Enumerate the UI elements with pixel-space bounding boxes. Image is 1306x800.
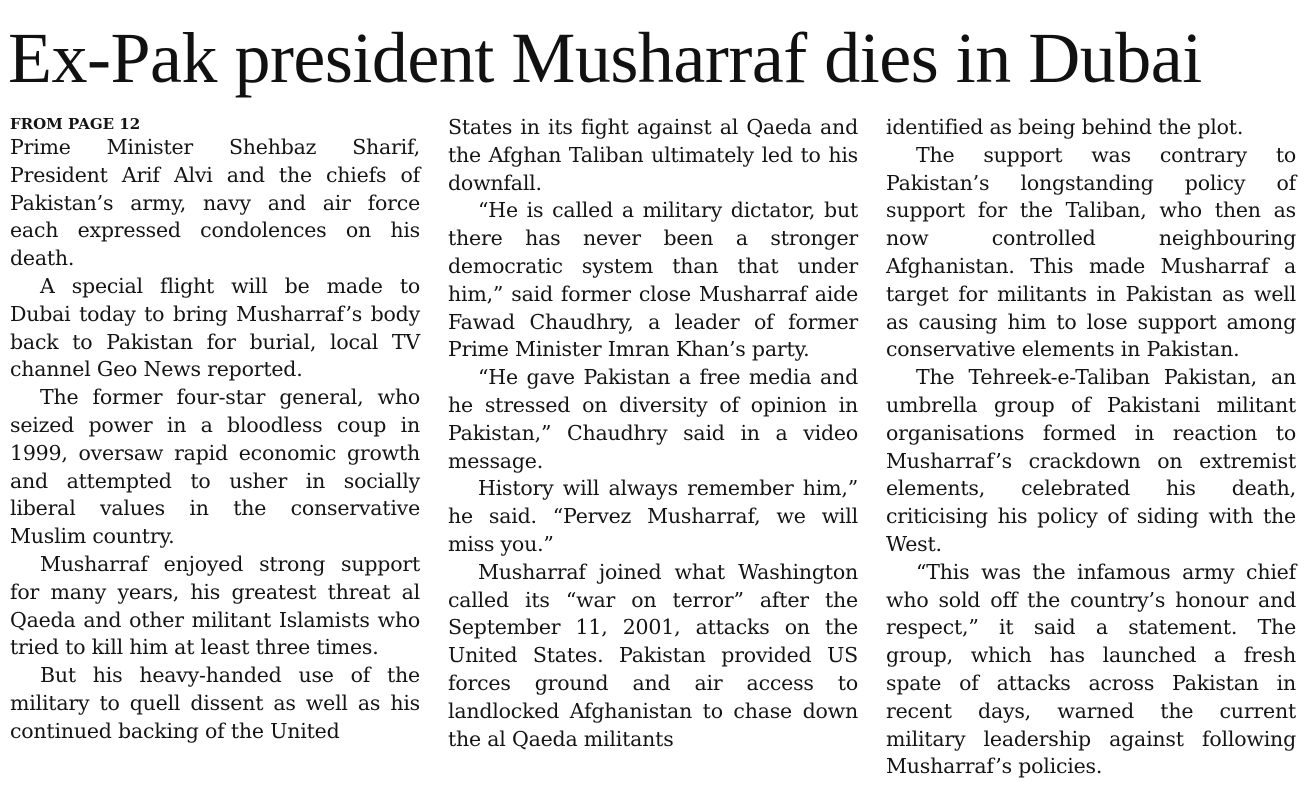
paragraph: “He is called a military dictator, but there has never been a stronger democratic system than that under him,” said former close Musharraf aide Fawad Chaudhry, a leader of former Prime Minister Imran Khan’s party.: [448, 198, 858, 362]
dateline: FROM PAGE 12: [10, 115, 141, 133]
paragraph: The Tehreek-e-Taliban Pakistan, an umbrella group of Pakistani militant organisations formed in reaction to Musharraf’s crackdown on extremist elements, celebrated his death, criticising his policy of siding with the West.: [886, 365, 1296, 556]
paragraph: States in its fight against al Qaeda and the Afghan Taliban ultimately led to his downfall.: [448, 115, 858, 195]
paragraph: A special flight will be made to Dubai today to bring Musharraf’s body back to Pakistan for burial, local TV channel Geo News reported.: [10, 273, 420, 382]
headline: Ex-Pak president Musharraf dies in Dubai: [8, 18, 1202, 98]
paragraph: “He gave Pakistan a free media and he stressed on diversity of opinion in Pakistan,” Chaudhry said in a video message.: [448, 365, 858, 473]
paragraph: But his heavy-handed use of the military to quell dissent as well as his continued backing of the United: [10, 663, 420, 743]
article-column-3: [886, 114, 1296, 781]
paragraph: The support was contrary to Pakistan’s longstanding policy of support for the Taliban, who then as now controlled neighbouring Afghanistan. This made Musharraf a target for militants in Pakistan as well as causing him to lose support among conservative elements in Pakistan.: [886, 142, 1296, 362]
paragraph: identified as being behind the plot.: [886, 115, 1244, 139]
paragraph: History will always remember him,” he said. “Pervez Musharraf, we will miss you.”: [448, 476, 858, 556]
paragraph: “This was the infamous army chief who sold off the country’s honour and respect,” it said a statement. The group, which has launched a fresh spate of attacks across Pakistan in recent days, warned the current military leadership against following Musharraf’s policies.: [886, 559, 1296, 779]
paragraph: The former four-star general, who seized power in a bloodless coup in 1999, oversaw rapid economic growth and attempted to usher in socially liberal values in the conservative Muslim country.: [10, 385, 420, 549]
article-column-1: [10, 114, 420, 746]
paragraph: Prime Minister Shehbaz Sharif, President Arif Alvi and the chiefs of Pakistan’s army, navy and air force each expressed condolences on his death.: [10, 135, 420, 271]
paragraph: Musharraf joined what Washington called its “war on terror” after the September 11, 2001, attacks on the United States. Pakistan provided US forces ground and air access to landlocked Afghanistan to chase down the al Qaeda militants: [448, 559, 858, 751]
article-column-2: [448, 114, 858, 753]
paragraph: Musharraf enjoyed strong support for many years, his greatest threat al Qaeda and other militant Islamists who tried to kill him at least three times.: [10, 551, 420, 660]
